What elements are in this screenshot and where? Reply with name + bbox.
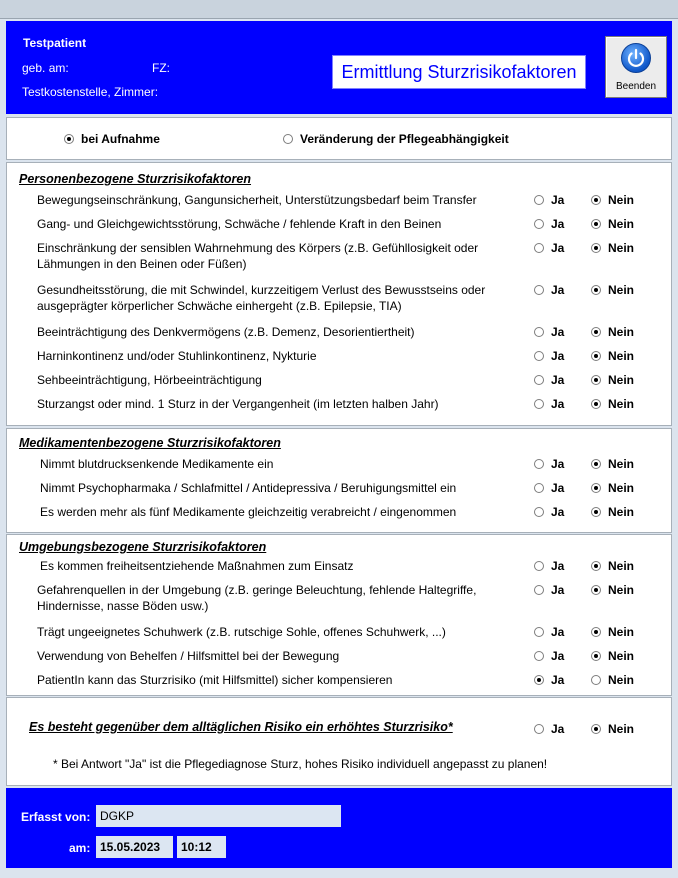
radio-icon[interactable] bbox=[534, 724, 544, 734]
answer-ja[interactable]: Ja bbox=[534, 625, 564, 639]
beenden-button[interactable] bbox=[605, 36, 667, 98]
section-title: Medikamentenbezogene Sturzrisikofaktoren bbox=[19, 436, 281, 450]
radio-icon[interactable] bbox=[534, 459, 544, 469]
answer-ja[interactable]: Ja bbox=[534, 583, 564, 597]
mode-option-aufnahme[interactable]: bei Aufnahme bbox=[64, 132, 160, 146]
answer-ja[interactable]: Ja bbox=[534, 397, 564, 411]
erfasst-input[interactable]: DGKP bbox=[96, 805, 341, 827]
answer-nein[interactable]: Nein bbox=[591, 283, 634, 297]
radio-icon[interactable] bbox=[534, 219, 544, 229]
answer-nein[interactable]: Nein bbox=[591, 217, 634, 231]
question-text: Nimmt Psychopharmaka / Schlafmittel / Antidepressiva / Beruhigungsmittel ein bbox=[40, 481, 457, 495]
radio-icon[interactable] bbox=[534, 651, 544, 661]
radio-icon[interactable] bbox=[534, 399, 544, 409]
form-title: Ermittlung Sturzrisikofaktoren bbox=[332, 55, 586, 89]
answer-nein[interactable]: Nein bbox=[591, 397, 634, 411]
section-personenbezogen bbox=[6, 162, 672, 426]
question-text: Einschränkung der sensiblen Wahrnehmung des Körpers (z.B. Gefühllosigkeit oder Lähmungen in den Beinen oder Füßen) bbox=[37, 241, 479, 271]
answer-ja[interactable]: Ja bbox=[534, 722, 564, 736]
question-text: Sehbeeinträchtigung, Hörbeeinträchtigung bbox=[37, 373, 262, 387]
question-text: Gesundheitsstörung, die mit Schwindel, kurzzeitigem Verlust des Bewusstseins oder ausgeprägter körperlicher Schwäche einhergeht (z.B. Epilepsie, TIA) bbox=[37, 283, 486, 313]
section-title: Personenbezogene Sturzrisikofaktoren bbox=[19, 172, 252, 186]
radio-icon[interactable] bbox=[591, 651, 601, 661]
date-input[interactable]: 15.05.2023 bbox=[96, 836, 173, 858]
mode-panel bbox=[6, 117, 672, 160]
answer-nein[interactable]: Nein bbox=[591, 673, 634, 687]
radio-icon[interactable] bbox=[591, 585, 601, 595]
radio-icon[interactable] bbox=[591, 627, 601, 637]
question-text: Es werden mehr als fünf Medikamente gleichzeitig verabreicht / eingenommen bbox=[40, 505, 457, 519]
answer-nein[interactable]: Nein bbox=[591, 241, 634, 255]
section-medikamentenbezogen bbox=[6, 428, 672, 533]
question-text: Verwendung von Behelfen / Hilfsmittel bei der Bewegung bbox=[37, 649, 340, 663]
answer-ja[interactable]: Ja bbox=[534, 217, 564, 231]
question-text: Beeinträchtigung des Denkvermögens (z.B. Demenz, Desorientiertheit) bbox=[37, 325, 415, 339]
question-text: Trägt ungeeignetes Schuhwerk (z.B. rutschige Sohle, offenes Schuhwerk, ...) bbox=[37, 625, 446, 639]
answer-nein[interactable]: Nein bbox=[591, 481, 634, 495]
answer-ja[interactable]: Ja bbox=[534, 241, 564, 255]
question-text: Harninkontinenz und/oder Stuhlinkontinenz, Nykturie bbox=[37, 349, 317, 363]
question-text: Gang- und Gleichgewichtsstörung, Schwäche / fehlende Kraft in den Beinen bbox=[37, 217, 442, 231]
radio-icon[interactable] bbox=[534, 375, 544, 385]
footer-panel bbox=[6, 788, 672, 868]
answer-nein[interactable]: Nein bbox=[591, 457, 634, 471]
answer-nein[interactable]: Nein bbox=[591, 373, 634, 387]
answer-ja[interactable]: Ja bbox=[534, 283, 564, 297]
radio-icon[interactable] bbox=[534, 507, 544, 517]
window-top-strip bbox=[0, 0, 678, 19]
radio-icon[interactable] bbox=[591, 327, 601, 337]
radio-icon[interactable] bbox=[591, 724, 601, 734]
radio-icon[interactable] bbox=[591, 285, 601, 295]
question-text: PatientIn kann das Sturzrisiko (mit Hilfsmittel) sicher kompensieren bbox=[37, 673, 393, 687]
section-umgebungsbezogen bbox=[6, 534, 672, 696]
section-title: Umgebungsbezogene Sturzrisikofaktoren bbox=[19, 540, 267, 554]
radio-icon[interactable] bbox=[591, 399, 601, 409]
summary-panel bbox=[6, 697, 672, 786]
patient-header bbox=[6, 21, 672, 114]
answer-ja[interactable]: Ja bbox=[534, 481, 564, 495]
summary-question: Es besteht gegenüber dem alltäglichen Risiko ein erhöhtes Sturzrisiko* bbox=[29, 720, 453, 734]
power-icon bbox=[621, 43, 651, 73]
answer-ja[interactable]: Ja bbox=[534, 193, 564, 207]
summary-note: * Bei Antwort "Ja" ist die Pflegediagnose Sturz, hohes Risiko individuell angepasst zu planen! bbox=[53, 757, 548, 771]
radio-icon[interactable] bbox=[591, 219, 601, 229]
erfasst-label: Erfasst von: bbox=[21, 810, 91, 824]
question-text: Gefahrenquellen in der Umgebung (z.B. geringe Beleuchtung, fehlende Haltegriffe, Hindernisse, nasse Böden usw.) bbox=[37, 583, 477, 613]
question-text: Nimmt blutdrucksenkende Medikamente ein bbox=[40, 457, 274, 471]
answer-nein[interactable]: Nein bbox=[591, 349, 634, 363]
am-label: am: bbox=[69, 841, 91, 855]
radio-icon[interactable] bbox=[591, 561, 601, 571]
answer-ja[interactable]: Ja bbox=[534, 673, 564, 687]
radio-icon[interactable] bbox=[534, 243, 544, 253]
answer-ja[interactable]: Ja bbox=[534, 373, 564, 387]
radio-icon[interactable] bbox=[591, 675, 601, 685]
radio-icon[interactable] bbox=[534, 585, 544, 595]
question-text: Sturzangst oder mind. 1 Sturz in der Vergangenheit (im letzten halben Jahr) bbox=[37, 397, 439, 411]
beenden-label: Beenden bbox=[615, 81, 657, 92]
radio-icon[interactable] bbox=[534, 561, 544, 571]
radio-icon[interactable] bbox=[591, 351, 601, 361]
radio-icon[interactable] bbox=[534, 327, 544, 337]
radio-icon[interactable] bbox=[591, 459, 601, 469]
answer-ja[interactable]: Ja bbox=[534, 505, 564, 519]
answer-ja[interactable]: Ja bbox=[534, 559, 564, 573]
fz-label: FZ: bbox=[152, 61, 170, 75]
patient-name: Testpatient bbox=[23, 36, 87, 50]
question-text: Es kommen freiheitsentziehende Maßnahmen zum Einsatz bbox=[40, 559, 354, 573]
answer-nein[interactable]: Nein bbox=[591, 583, 634, 597]
answer-ja[interactable]: Ja bbox=[534, 325, 564, 339]
answer-nein[interactable]: Nein bbox=[591, 193, 634, 207]
kostenstelle-label: Testkostenstelle, Zimmer: bbox=[22, 85, 159, 99]
answer-nein[interactable]: Nein bbox=[591, 649, 634, 663]
radio-icon[interactable] bbox=[64, 134, 74, 144]
radio-icon[interactable] bbox=[591, 243, 601, 253]
radio-icon[interactable] bbox=[534, 195, 544, 205]
radio-icon[interactable] bbox=[591, 483, 601, 493]
answer-nein[interactable]: Nein bbox=[591, 722, 634, 736]
radio-icon[interactable] bbox=[534, 351, 544, 361]
answer-ja[interactable]: Ja bbox=[534, 457, 564, 471]
answer-ja[interactable]: Ja bbox=[534, 649, 564, 663]
birthdate-label: geb. am: bbox=[22, 61, 69, 75]
answer-nein[interactable]: Nein bbox=[591, 505, 634, 519]
question-text: Bewegungseinschränkung, Gangunsicherheit, Unterstützungsbedarf beim Transfer bbox=[37, 193, 477, 207]
answer-nein[interactable]: Nein bbox=[591, 625, 634, 639]
radio-icon[interactable] bbox=[534, 675, 544, 685]
mode-option-veraenderung[interactable]: Veränderung der Pflegeabhängigkeit bbox=[283, 132, 509, 146]
radio-icon[interactable] bbox=[534, 483, 544, 493]
radio-icon[interactable] bbox=[283, 134, 293, 144]
radio-icon[interactable] bbox=[591, 375, 601, 385]
answer-ja[interactable]: Ja bbox=[534, 349, 564, 363]
time-input[interactable]: 10:12 bbox=[177, 836, 226, 858]
radio-icon[interactable] bbox=[534, 627, 544, 637]
radio-icon[interactable] bbox=[591, 507, 601, 517]
answer-nein[interactable]: Nein bbox=[591, 559, 634, 573]
answer-nein[interactable]: Nein bbox=[591, 325, 634, 339]
radio-icon[interactable] bbox=[534, 285, 544, 295]
radio-icon[interactable] bbox=[591, 195, 601, 205]
